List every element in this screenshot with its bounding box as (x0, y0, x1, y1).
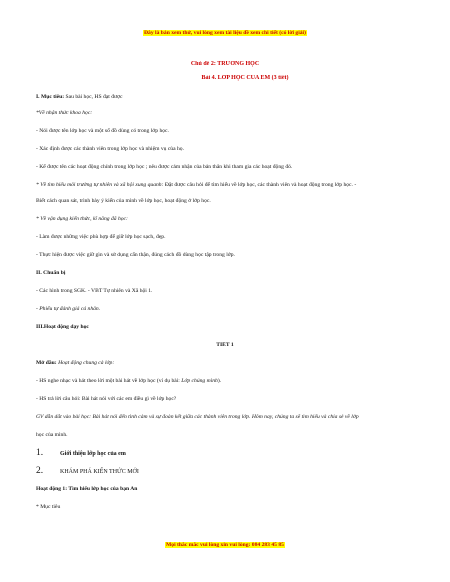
warmup-item-text: - HS nghe nhạc và hát theo lời một bài hát về lớp học (ví dụ bài: (36, 378, 182, 384)
objectives-label: I. Mục tiêu: (36, 94, 65, 100)
science-item: - Xác định được các thành viên trong lớp học và nhiệm vụ của họ. (36, 146, 184, 152)
preparation-item: - Các hình trong SGK. - VBT Tự nhiên và Xã hội 1. (36, 288, 153, 294)
preparation-item: - Phiếu tự đánh giá cá nhân. (36, 306, 101, 312)
lesson-title: Bài 4. LỚP HỌC CỦA EM (3 tiết) (201, 75, 289, 81)
explore-continuation: Biết cách quan sát, trình bày ý kiến của mình về lớp học, hoạt động ở lớp học. (36, 198, 211, 204)
numbered-item-2 (36, 465, 414, 478)
song-name: Lớp chúng mình (181, 378, 218, 384)
warmup-line (36, 360, 414, 367)
warmup-item: - HS trả lời câu hỏi: Bài hát nói với các em điều gì về lớp học? (36, 396, 177, 402)
preview-banner (36, 30, 414, 37)
warmup-label: Mở đầu: (36, 360, 57, 366)
numbered-item-1 (36, 447, 414, 460)
contact-banner-text: Mọi thắc mắc vui lòng xin vui lòng: 084 283 45 85 (166, 542, 284, 548)
objectives-line (36, 94, 414, 101)
number-label: 1. (36, 448, 44, 458)
contact-banner (36, 542, 414, 549)
explore-text: Đặt được câu hỏi để tìm hiểu về lớp học, các thành viên và hoạt động trong lớp học. - (163, 182, 357, 188)
teacher-intro-cont: học của mình. (36, 432, 68, 438)
activities-heading: III.Hoạt động dạy học (36, 324, 89, 330)
numbered-text: KHÁM PHÁ KIẾN THỨC MỚI (60, 469, 139, 475)
preparation-heading: II. Chuẩn bị (36, 270, 66, 276)
science-item: - Nói được tên lớp học và một số đồ dùng có trong lớp học. (36, 128, 169, 134)
apply-item: - Thực hiện được việc giữ gìn và sử dụng cẩn thận, đúng cách đồ dùng học tập trong lớp. (36, 252, 235, 258)
period-title: TIẾT 1 (216, 342, 234, 348)
apply-item: - Làm được những việc phù hợp để giữ lớp học sạch, đẹp. (36, 234, 166, 240)
preview-banner-text: Đây là bản xem thử, vui lòng xem tài liệu đề xem chi tiết (có lời giải) (144, 30, 306, 36)
topic-title: Chủ đề 2: TRƯỜNG HỌC (190, 61, 260, 67)
apply-heading: * Về vận dụng kiến thức, kĩ năng đã học: (36, 216, 128, 222)
numbered-text: Giới thiệu lớp học của em (60, 451, 126, 457)
science-item: - Kể được tên các hoạt động chính trong lớp học ; nêu được cảm nhận của bản thân khi tham gia các hoạt động đó. (36, 164, 293, 170)
objective-label: * Mục tiêu (36, 504, 61, 510)
number-label: 2. (36, 466, 44, 476)
teacher-intro: GV dẫn dắt vào bài học: Bài hát nói đến tình cảm và sự đoàn kết giữa các thành viên trong lớp. Hôm nay, chúng ta sẽ tìm hiểu và chia sẻ về lớp (36, 414, 359, 420)
warmup-item: - HS nghe nhạc và hát theo lời một bài hát về lớp học (ví dụ bài: Lớp chúng mình). (36, 378, 222, 384)
explore-line (36, 182, 414, 189)
objectives-text: Sau bài học, HS đạt được (64, 94, 123, 100)
activity-1-heading: Hoạt động 1: Tìm hiểu lớp học của bạn An (36, 486, 138, 492)
explore-heading: * Về tìm hiểu môi trường tự nhiên và xã hội xung quanh: (36, 182, 164, 188)
warmup-text: Hoạt động chung cả lớp: (56, 360, 115, 366)
science-heading: *Về nhận thức khoa học: (36, 110, 93, 116)
